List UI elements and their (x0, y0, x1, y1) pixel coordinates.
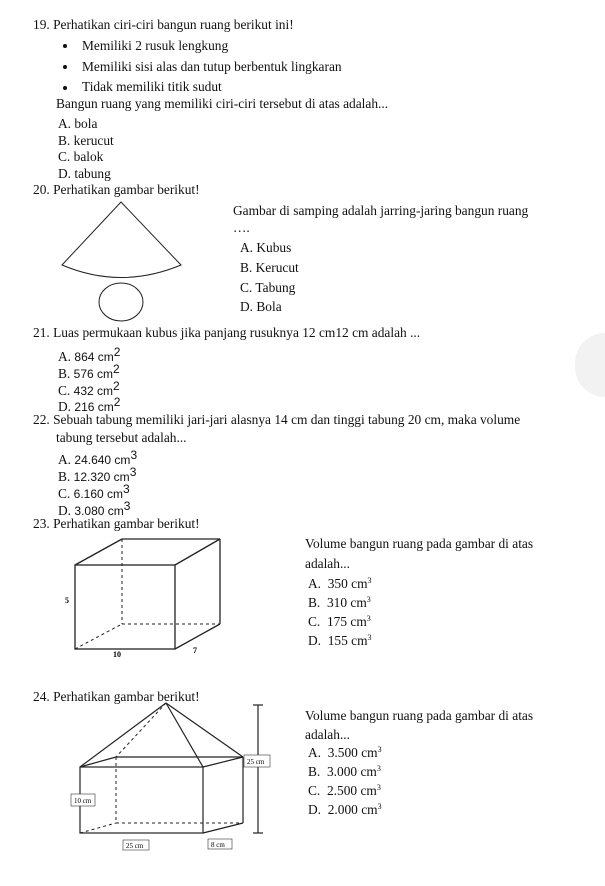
option-letter: C. (58, 383, 71, 398)
q24-option-d[interactable] (308, 802, 382, 818)
option-letter: A. (58, 452, 72, 467)
option-exponent: 3 (130, 448, 138, 462)
option-exponent: 3 (123, 482, 130, 496)
option-exponent: 3 (367, 576, 372, 585)
option-exponent: 3 (377, 802, 382, 811)
q23-option-b[interactable] (308, 595, 371, 611)
option-value: 310 cm (326, 595, 367, 610)
option-letter: A. (308, 576, 322, 591)
option-value: 3.500 cm (327, 745, 378, 760)
option-letter: D. (58, 503, 72, 518)
option-value: 3.080 cm (74, 504, 124, 518)
option-letter: B. (58, 469, 71, 484)
option-value: 3.000 cm (326, 764, 377, 779)
option-letter: C. (58, 486, 71, 501)
total-height-label: 25 cm (247, 758, 265, 766)
prism-with-pyramid-figure (68, 703, 288, 853)
option-exponent: 2 (113, 379, 120, 393)
option-letter: C. (308, 783, 321, 798)
option-value: 864 cm (74, 350, 114, 364)
option-value: 155 cm (327, 633, 368, 648)
q20-option-d[interactable]: D. Bola (240, 299, 282, 314)
length-label: 25 cm (126, 842, 144, 850)
q21-title: 21. Luas permukaan kubus jika panjang rusuknya 12 cm12 cm adalah ... (33, 325, 421, 340)
option-letter: D. (308, 802, 322, 817)
cone-net-figure (55, 198, 195, 328)
q24-option-c[interactable] (308, 783, 381, 799)
width-label: 7 (193, 646, 197, 655)
option-letter: B. (308, 764, 321, 779)
option-value: 216 cm (74, 400, 114, 414)
q23-option-c[interactable] (308, 614, 371, 630)
height-label: 10 cm (74, 797, 92, 805)
option-letter: C. (308, 614, 321, 629)
option-exponent: 3 (366, 595, 371, 604)
q22-title-cont: tabung tersebut adalah... (56, 430, 187, 445)
q19-option-a[interactable]: A. bola (58, 116, 98, 131)
option-exponent: 3 (377, 745, 382, 754)
q24-option-b[interactable] (308, 764, 381, 780)
option-exponent: 3 (376, 764, 381, 773)
q20-option-b[interactable]: B. Kerucut (240, 260, 299, 275)
option-exponent: 2 (113, 362, 120, 376)
q23-title: 23. Perhatikan gambar berikut! (33, 516, 200, 531)
q19-question: Bangun ruang yang memiliki ciri-ciri tersebut di atas adalah... (56, 96, 389, 111)
cuboid-figure (65, 535, 245, 665)
q20-option-a[interactable]: A. Kubus (240, 240, 292, 255)
q20-question: Gambar di samping adalah jarring-jaring bangun ruang (233, 203, 529, 218)
q23-question-cont: adalah... (305, 556, 350, 571)
option-value: 576 cm (73, 367, 113, 381)
q19-bullet-2: Memiliki sisi alas dan tutup berbentuk lingkaran (82, 59, 342, 74)
option-exponent: 3 (376, 783, 381, 792)
option-exponent: 2 (113, 395, 121, 409)
q23-option-a[interactable] (308, 576, 372, 592)
option-value: 24.640 cm (74, 453, 131, 467)
q20-title: 20. Perhatikan gambar berikut! (33, 182, 200, 197)
q23-option-d[interactable] (308, 633, 372, 649)
option-value: 12.320 cm (73, 470, 130, 484)
option-letter: A. (308, 745, 322, 760)
option-letter: D. (58, 399, 72, 414)
option-value: 432 cm (73, 384, 113, 398)
q19-option-b[interactable]: B. kerucut (58, 133, 114, 148)
option-exponent: 2 (113, 345, 121, 359)
width-label: 8 cm (211, 841, 225, 849)
q24-option-a[interactable] (308, 745, 382, 761)
q23-question: Volume bangun ruang pada gambar di atas (305, 536, 534, 551)
option-exponent: 3 (129, 465, 137, 479)
q19-bullet-3: Tidak memiliki titik sudut (82, 79, 222, 94)
option-letter: B. (58, 366, 71, 381)
option-exponent: 3 (367, 633, 372, 642)
q19-title: 19. Perhatikan ciri-ciri bangun ruang berikut ini! (33, 17, 294, 32)
option-value: 2.500 cm (326, 783, 377, 798)
q19-bullet-1: Memiliki 2 rusuk lengkung (82, 38, 229, 53)
option-letter: A. (58, 349, 72, 364)
q19-option-c[interactable]: C. balok (58, 149, 104, 164)
option-value: 6.160 cm (73, 487, 123, 501)
option-value: 2.000 cm (327, 802, 378, 817)
height-label: 5 (65, 596, 69, 605)
option-value: 350 cm (327, 576, 368, 591)
q20-dots: …. (233, 220, 250, 235)
option-value: 175 cm (326, 614, 367, 629)
bullet-icon (63, 86, 67, 90)
option-letter: B. (308, 595, 321, 610)
bullet-icon (63, 44, 67, 48)
q20-option-c[interactable]: C. Tabung (240, 280, 296, 295)
q22-title: 22. Sebuah tabung memiliki jari-jari alasnya 14 cm dan tinggi tabung 20 cm, maka volume (33, 412, 521, 427)
bullet-icon (63, 65, 67, 69)
q24-question-cont: adalah... (305, 727, 350, 742)
scroll-handle[interactable] (575, 333, 605, 397)
option-exponent: 3 (123, 499, 131, 513)
length-label: 10 (113, 650, 121, 659)
option-letter: D. (308, 633, 322, 648)
q24-question: Volume bangun ruang pada gambar di atas (305, 708, 534, 723)
option-exponent: 3 (366, 614, 371, 623)
q24-title: 24. Perhatikan gambar berikut! (33, 689, 200, 704)
q19-option-d[interactable]: D. tabung (58, 166, 111, 181)
